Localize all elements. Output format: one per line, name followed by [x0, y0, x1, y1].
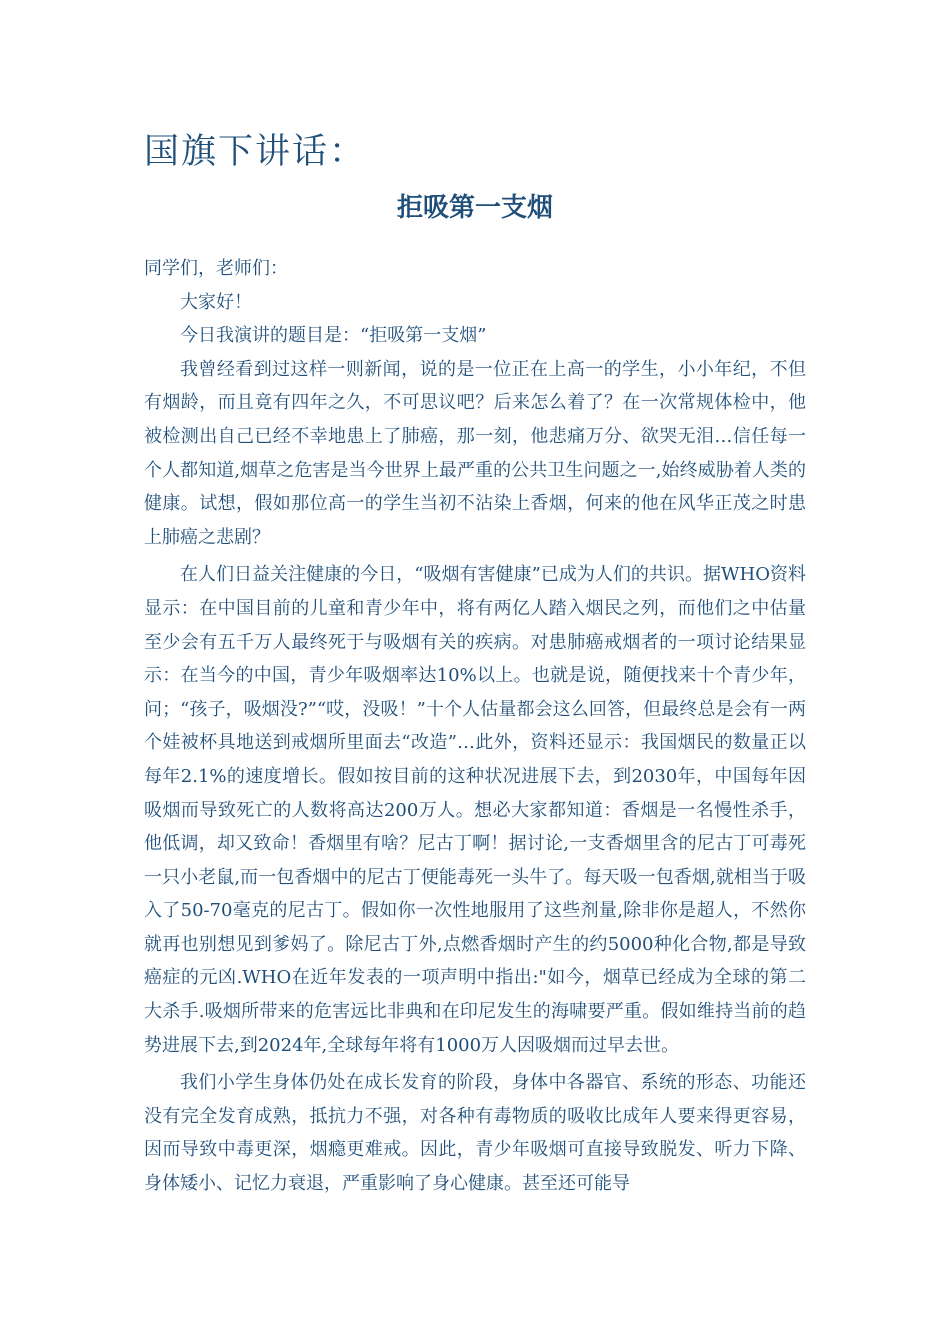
salutation: 同学们，老师们： [144, 258, 288, 279]
speech-heading: 国旗下讲话： [144, 132, 367, 172]
speech-title: 拒吸第一支烟 [396, 193, 553, 223]
document-content [144, 128, 806, 1201]
speech-body [144, 252, 806, 1201]
paragraph-statistics: 在人们日益关注健康的今日，“吸烟有害健康”已成为人们的共识。据WHO资料显示：在中国目前的儿童和青少年中，将有两亿人踏入烟民之列，而他们之中估量至少会有五千万人最终死于与吸烟有关的疾病。对患肺癌戒烟者的一项讨论结果显示：在当今的中国，青少年吸烟率达10%以上。也就是说，随便找来十个青少年，问；“孩子，吸烟没?”“哎，没吸！”十个人估量都会这么回答，但最终总是会有一两个娃被杯具地送到戒烟所里面去“改造”…此外，资料还显示：我国烟民的数量正以每年2.1%的速度增长。假如按目前的这种状况进展下去，到2030年，中国每年因吸烟而导致死亡的人数将高达200万人。想必大家都知道：香烟是一名慢性杀手，他低调，却又致命！香烟里有啥？尼古丁啊！据讨论,一支香烟里含的尼古丁可毒死一只小老鼠,而一包香烟中的尼古丁便能毒死一头牛了。每天吸一包香烟,就相当于吸入了50-70毫克的尼古丁。假如你一次性地服用了这些剂量,除非你是超人，不然你就再也别想见到爹妈了。除尼古丁外,点燃香烟时产生的约5000种化合物,都是导致癌症的元凶.WHO在近年发表的一项声明中指出:"如今，烟草已经成为全球的第二大杀手.吸烟所带来的危害远比非典和在印尼发生的海啸要严重。假如维持当前的趋势进展下去,到2024年,全球每年将有1000万人因吸烟而过早去世。 [144, 564, 806, 1056]
topic-line: 今日我演讲的题目是：“拒吸第一支烟” [180, 325, 487, 347]
paragraph-student-health: 我们小学生身体仍处在成长发育的阶段，身体中各器官、系统的形态、功能还没有完全发育成熟，抵抗力不强，对各种有毒物质的吸收比成年人要来得更容易，因而导致中毒更深，烟瘾更难戒。因此，青少年吸烟可直接导致脱发、听力下降、身体矮小、记忆力衰退，严重影响了身心健康。甚至还可能导 [144, 1072, 806, 1195]
paragraph-news-story: 我曾经看到过这样一则新闻，说的是一位正在上高一的学生，小小年纪，不但有烟龄，而且竟有四年之久，不可思议吧？后来怎么着了？在一次常规体检中，他被检测出自己已经不幸地患上了肺癌，那一刻，他悲痛万分、欲哭无泪…信任每一个人都知道,烟草之危害是当今世界上最严重的公共卫生问题之一,始终威胁着人类的健康。试想，假如那位高一的学生当初不沾染上香烟，何来的他在风华正茂之时患上肺癌之悲剧？ [144, 358, 806, 548]
greeting: 大家好！ [180, 291, 252, 313]
